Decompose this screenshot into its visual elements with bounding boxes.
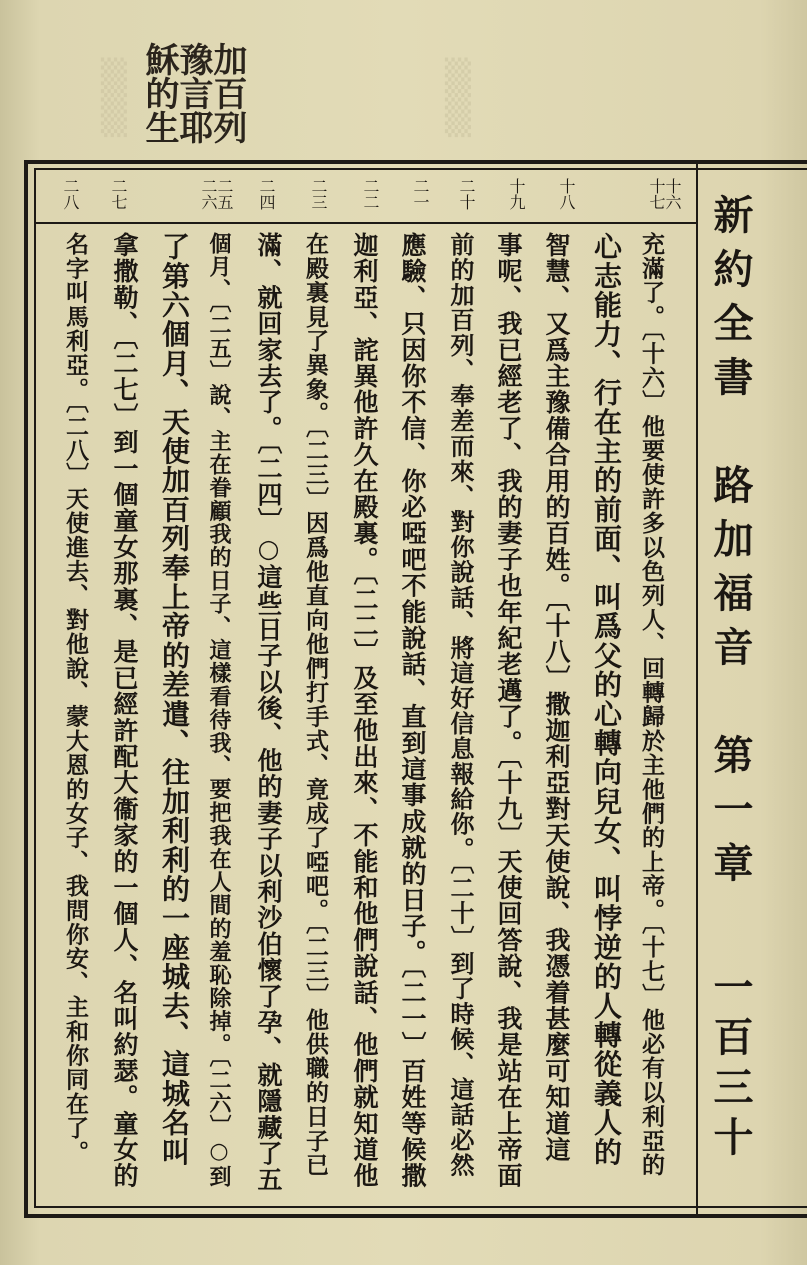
text-column-9: 滿、就回家去了。〔二四〕○這些日子以後、他的妻子以利沙伯懷了孕、就隱藏了五 xyxy=(254,232,283,1193)
verse-number: 十六十七 xyxy=(647,178,682,210)
bleed-through-text: ▒▒ xyxy=(438,58,478,138)
verse-band-rule xyxy=(34,222,696,224)
text-column-8: 在殿裏見了異象。〔二三〕因爲他直向他們打手式、竟成了啞吧。〔二三〕他供職的日子已 xyxy=(302,232,329,1177)
page-number: 一百三十 xyxy=(707,966,754,1166)
margin-note-col-1: 加百列 xyxy=(207,42,247,144)
text-column-11: 了第六個月、天使加百列奉上帝的差遣、往加利利的一座城去、這城名叫 xyxy=(158,232,191,1167)
verse-number: 十八 xyxy=(557,178,576,210)
text-column-3: 智慧、又爲主豫備合用的百姓。〔十八〕撒迦利亞對天使說、我憑着甚麼可知道這 xyxy=(542,232,571,1163)
text-column-2: 心志能力、行在主的前面、叫爲父的心轉向兒女、叫悖逆的人轉從義人的 xyxy=(590,232,623,1167)
text-column-4: 事呢、我已經老了、我的妻子也年紀老邁了。〔十九〕天使回答說、我是站在上帝面 xyxy=(494,232,523,1189)
text-column-5: 前的加百列、奉差而來、對你說話、將這好信息報給你。〔二十〕到了時候、這話必然 xyxy=(446,232,475,1178)
verse-number: 二八 xyxy=(61,178,80,210)
verse-number: 二五二六 xyxy=(199,178,234,210)
verse-number: 二二 xyxy=(361,178,380,210)
margin-note-col-3: 穌的生 xyxy=(139,42,179,144)
text-column-12: 拿撒勒、〔二七〕到一個童女那裏、是已經許配大衞家的一個人、名叫約瑟。童女的 xyxy=(110,232,139,1189)
running-head: 新約全書 路加福音 第一章 xyxy=(707,194,754,896)
text-column-7: 迦利亞、詫異他許久在殿裏。〔二二〕及至他出來、不能和他們說話、他們就知道他 xyxy=(350,232,379,1189)
text-column-13: 名字叫馬利亞。〔二八〕天使進去、對他說、蒙大恩的女子、我問你安、主和你同在了。 xyxy=(62,232,89,1165)
text-column-6: 應驗、只因你不信、你必啞吧不能說話、直到這事成就的日子。〔二一〕百姓等候撒 xyxy=(398,232,427,1189)
main-text-area xyxy=(40,228,690,1200)
verse-number: 二一 xyxy=(411,178,430,210)
bleed-through-text-left: ▒▒ xyxy=(94,58,134,138)
verse-number: 二七 xyxy=(109,178,128,210)
text-column-10: 個月、〔二五〕說、主在眷顧我的日子、這樣看待我、要把我在人間的羞恥除掉。〔二六〕○到 xyxy=(206,232,232,1189)
frame-divider xyxy=(696,160,698,1218)
verse-number-band xyxy=(40,178,690,218)
verse-number: 二十 xyxy=(457,178,476,210)
verse-number: 十九 xyxy=(507,178,526,210)
margin-note-col-2: 豫言耶 xyxy=(173,42,213,144)
verse-number: 二四 xyxy=(257,178,276,210)
verse-number: 二三 xyxy=(309,178,328,210)
text-column-1: 充滿了。〔十六〕他要使許多以色列人、回轉歸於主他們的上帝。〔十七〕他必有以利亞的 xyxy=(638,232,665,1177)
